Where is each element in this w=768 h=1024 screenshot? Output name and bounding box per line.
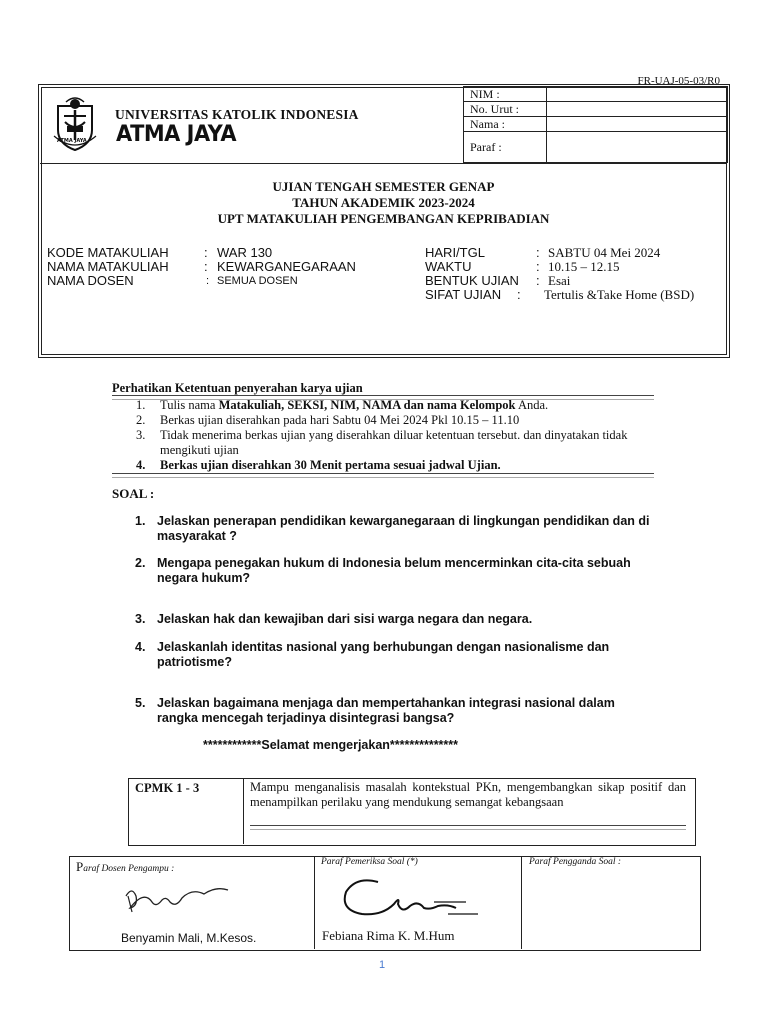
question-2: 2. Mengapa penegakan hukum di Indonesia belum mencerminkan cita-cita sebuah negara hukum? <box>135 556 631 585</box>
hari-sep: : <box>536 245 540 260</box>
waktu-value: 10.15 – 12.15 <box>548 259 620 274</box>
kode-value: WAR 130 <box>217 245 273 260</box>
nim-field[interactable] <box>547 87 728 102</box>
id-row-paraf: Paraf : <box>464 132 728 163</box>
student-id-table <box>463 86 728 163</box>
exam-title-2: TAHUN AKADEMIK 2023-2024 <box>292 195 475 210</box>
paraf-field[interactable] <box>547 132 728 163</box>
sifat-value: Tertulis &Take Home (BSD) <box>544 287 695 302</box>
soal-label: SOAL : <box>112 486 155 501</box>
sifat-sep: : <box>517 287 521 302</box>
nama-field[interactable] <box>547 117 728 132</box>
question-1: 1. Jelaskan penerapan pendidikan kewarganegaraan di lingkungan pendidikan dan di masyarakat ? <box>135 514 650 543</box>
nama-mk-value: KEWARGANEGARAAN <box>217 259 356 274</box>
id-row-nim: NIM : <box>464 87 728 102</box>
nama-mk-sep: : <box>204 259 208 274</box>
question-4: 4. Jelaskanlah identitas nasional yang berhubungan dengan nasionalisme dan patriotisme? <box>135 640 610 669</box>
cpmk-rule <box>250 825 686 830</box>
university-logo <box>52 96 98 150</box>
page-number: 1 <box>379 959 386 971</box>
pemeriksa-sign-label: Paraf Pemeriksa Soal (*) <box>321 857 418 867</box>
id-row-nama: Nama : <box>464 117 728 132</box>
logo-caption: ATMA JAYA <box>57 138 87 144</box>
rules-bottom-rule <box>112 473 654 478</box>
university-name: UNIVERSITAS KATOLIK INDONESIA <box>115 107 359 122</box>
dosen-sign-label: Paraf Dosen Pengampu : <box>76 859 175 874</box>
dosen-label: NAMA DOSEN <box>47 273 134 288</box>
signature-divider-2 <box>521 856 522 949</box>
document-code: FR-UAJ-05-03/R0 <box>637 75 720 87</box>
rules-list <box>112 398 662 473</box>
university-brand: ATMA JAYA <box>116 122 237 147</box>
question-3: 3. Jelaskan hak dan kewajiban dari sisi warga negara dan negara. <box>135 612 533 626</box>
bentuk-value: Esai <box>548 273 571 288</box>
pemeriksa-signature <box>338 874 483 927</box>
bentuk-sep: : <box>536 273 540 288</box>
dosen-value: SEMUA DOSEN <box>217 275 298 287</box>
nama-mk-label: NAMA MATAKULIAH <box>47 259 169 274</box>
list-item: 4. Berkas ujian diserahkan 30 Menit pertama sesuai jadwal Ujian. <box>136 458 501 472</box>
pemeriksa-name: Febiana Rima K. M.Hum <box>322 928 455 943</box>
hari-value: SABTU 04 Mei 2024 <box>548 245 661 260</box>
dosen-signature <box>122 882 232 923</box>
no-urut-field[interactable] <box>547 102 728 117</box>
header-divider <box>40 163 727 164</box>
rules-title: Perhatikan Ketentuan penyerahan karya ujian <box>112 381 363 395</box>
waktu-sep: : <box>536 259 540 274</box>
dosen-name: Benyamin Mali, M.Kesos. <box>121 931 257 945</box>
list-item: 1. Tulis nama Matakuliah, SEKSI, NIM, NAMA dan nama Kelompok Anda. <box>136 398 549 412</box>
hari-label: HARI/TGL <box>425 245 485 260</box>
signature-divider-1 <box>314 856 315 949</box>
cpmk-text: Mampu menganalisis masalah kontekstual PKn, mengembangkan sikap positif dan menampilkan perilaku yang mendukung semangat kebangsaan <box>250 780 686 809</box>
waktu-label: WAKTU <box>425 259 472 274</box>
cpmk-divider <box>243 778 244 844</box>
question-5: 5. Jelaskan bagaimana menjaga dan mempertahankan integrasi nasional dalam rangka mencegah terjadinya disintegrasi bangsa? <box>135 696 615 725</box>
id-row-urut: No. Urut : <box>464 102 728 117</box>
cpmk-label: CPMK 1 - 3 <box>135 781 200 795</box>
pengganda-sign-label: Paraf Pengganda Soal : <box>529 857 622 867</box>
bentuk-label: BENTUK UJIAN <box>425 273 519 288</box>
dosen-sep: : <box>206 275 210 287</box>
list-item: 3. Tidak menerima berkas ujian yang diserahkan diluar ketentuan tersebut. dan dinyatakan tidak mengikuti ujian <box>136 428 628 457</box>
list-item: 2. Berkas ujian diserahkan pada hari Sabtu 04 Mei 2024 Pkl 10.15 – 11.10 <box>136 413 520 427</box>
exam-title-1: UJIAN TENGAH SEMESTER GENAP <box>272 179 495 194</box>
kode-label: KODE MATAKULIAH <box>47 245 169 260</box>
kode-sep: : <box>204 245 208 260</box>
exam-title-3: UPT MATAKULIAH PENGEMBANGAN KEPRIBADIAN <box>217 211 550 226</box>
closing-text: ************Selamat mengerjakan************** <box>203 738 459 752</box>
sifat-label: SIFAT UJIAN <box>425 287 502 302</box>
